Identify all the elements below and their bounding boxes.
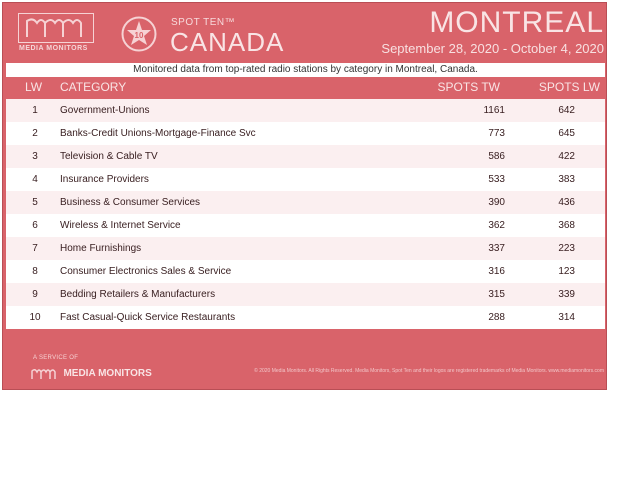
cell-spots-tw: 390 [488, 197, 505, 208]
cell-category: Wireless & Internet Service [60, 220, 181, 231]
country-title: CANADA [170, 27, 285, 57]
cell-lw: 10 [29, 312, 41, 323]
cell-spots-lw: 223 [558, 243, 575, 254]
cell-category: Bedding Retailers & Manufacturers [60, 289, 216, 300]
cell-spots-lw: 645 [558, 128, 575, 139]
cell-spots-lw: 383 [558, 174, 575, 185]
cell-category: Consumer Electronics Sales & Service [60, 266, 232, 277]
logo-text: MEDIA MONITORS [19, 45, 88, 52]
cell-spots-tw: 288 [488, 312, 505, 323]
header [3, 3, 608, 63]
cell-lw: 8 [32, 266, 38, 277]
cell-lw: 4 [32, 174, 38, 185]
cell-category: Insurance Providers [60, 174, 149, 185]
footer-logo-icon [31, 368, 57, 380]
cell-lw: 7 [32, 243, 38, 254]
media-monitors-logo-icon [18, 13, 94, 43]
cell-category: Banks-Credit Unions-Mortgage-Finance Svc [60, 128, 256, 139]
cell-spots-tw: 586 [488, 151, 505, 162]
star-badge-icon [121, 16, 157, 52]
cell-category: Home Furnishings [60, 243, 142, 254]
cell-spots-tw: 337 [488, 243, 505, 254]
footer-logo-text: MEDIA MONITORS [63, 368, 152, 380]
spot-ten-label: SPOT TEN™ [171, 17, 236, 28]
table-row [6, 145, 605, 168]
subtitle: Monitored data from top-rated radio stations by category in Montreal, Canada. [6, 63, 605, 77]
cell-lw: 9 [32, 289, 38, 300]
footer-logo [31, 365, 152, 379]
table-row [6, 306, 605, 329]
table-row [6, 122, 605, 145]
column-header-category: CATEGORY [60, 80, 127, 94]
cell-spots-tw: 1161 [483, 105, 505, 116]
table-row [6, 168, 605, 191]
table-row [6, 191, 605, 214]
cell-lw: 6 [32, 220, 38, 231]
table-row [6, 283, 605, 306]
cell-lw: 2 [32, 128, 38, 139]
cell-spots-lw: 642 [558, 105, 575, 116]
cell-category: Television & Cable TV [60, 151, 158, 162]
cell-spots-tw: 315 [488, 289, 505, 300]
column-header-spots-tw: SPOTS TW [437, 80, 500, 94]
cell-spots-tw: 362 [488, 220, 505, 231]
table-row [6, 260, 605, 283]
cell-category: Government-Unions [60, 105, 150, 116]
chart-card [2, 2, 607, 390]
column-header-spots-lw: SPOTS LW [538, 80, 600, 94]
cell-spots-lw: 314 [558, 312, 575, 323]
cell-spots-tw: 773 [488, 128, 505, 139]
cell-spots-lw: 422 [558, 151, 575, 162]
cell-spots-lw: 368 [558, 220, 575, 231]
cell-spots-tw: 533 [488, 174, 505, 185]
table-row [6, 99, 605, 122]
column-header-lw: LW [25, 80, 43, 94]
cell-spots-lw: 339 [558, 289, 575, 300]
cell-spots-tw: 316 [488, 266, 505, 277]
cell-lw: 3 [32, 151, 38, 162]
copyright-text: © 2020 Media Monitors. All Rights Reserved. Media Monitors, Spot Ten and their logos are registered trademarks of Media Monitors. www.mediamonitors.com [254, 368, 604, 374]
table-row [6, 214, 605, 237]
cell-lw: 5 [32, 197, 38, 208]
cell-spots-lw: 436 [558, 197, 575, 208]
cell-category: Business & Consumer Services [60, 197, 201, 208]
service-label: A SERVICE OF [33, 355, 79, 361]
cell-spots-lw: 123 [558, 266, 575, 277]
table-row [6, 237, 605, 260]
data-table [6, 99, 605, 329]
badge-number: 10 [134, 31, 144, 40]
cell-category: Fast Casual-Quick Service Restaurants [60, 312, 236, 323]
date-range: September 28, 2020 - October 4, 2020 [381, 41, 604, 56]
cell-lw: 1 [32, 105, 38, 116]
city-title: MONTREAL [429, 6, 604, 39]
